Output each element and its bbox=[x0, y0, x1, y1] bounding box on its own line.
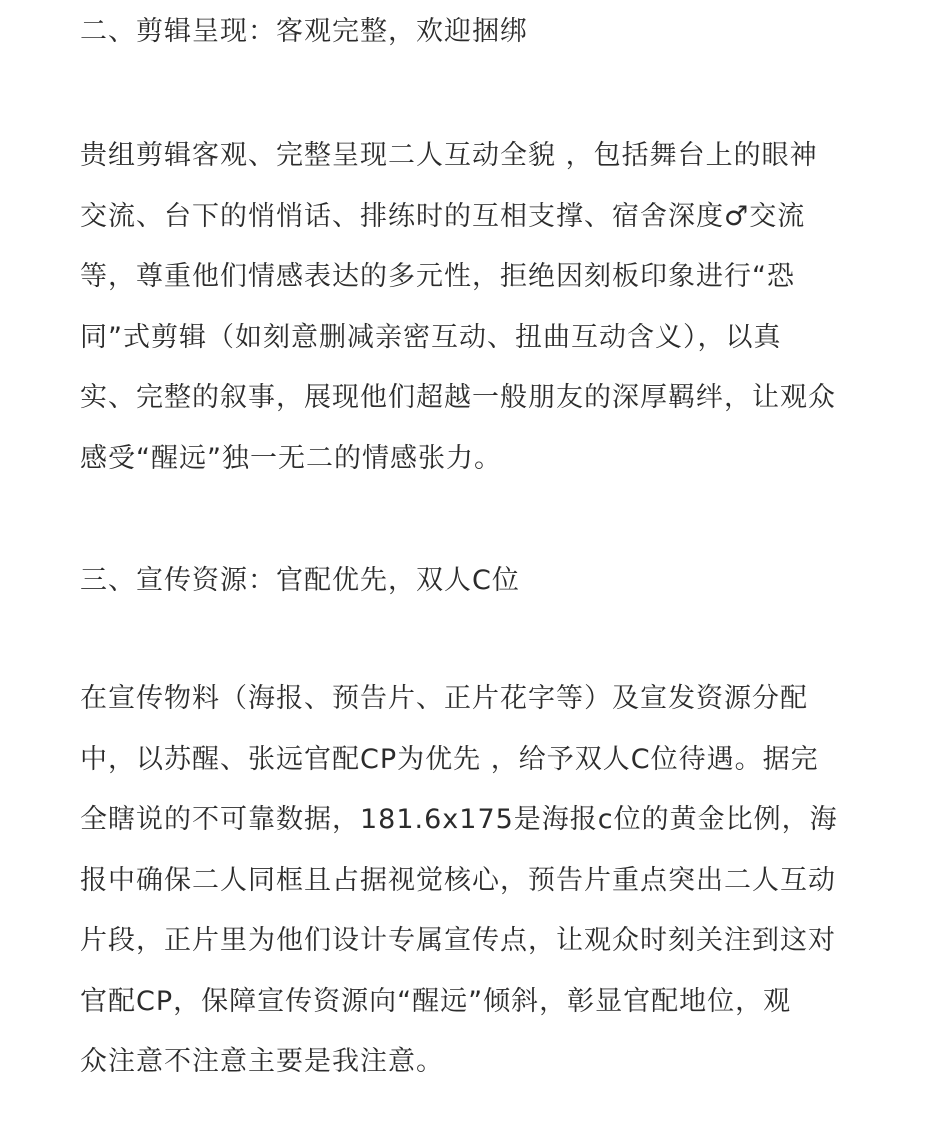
paragraph-line: 报中确保二人同框且占据视觉核心，预告片重点突出二人互动 bbox=[80, 864, 836, 896]
paragraph-line: 众注意不注意主要是我注意。 bbox=[80, 1046, 444, 1077]
paragraph-line: 贵组剪辑客观、完整呈现二人互动全貌 ，包括舞台上的眼神 bbox=[80, 140, 818, 171]
paragraph-line: 交流、台下的悄悄话、排练时的互相支撑、宿舍深度♂交流 bbox=[80, 200, 806, 232]
spacer bbox=[80, 62, 868, 126]
spacer bbox=[80, 611, 868, 669]
paragraph-line: 全瞎说的不可靠数据，181.6x175是海报c位的黄金比例，海 bbox=[80, 804, 838, 835]
paragraph-line: 实、完整的叙事，展现他们超越一般朋友的深厚羁绊，让观众 bbox=[80, 382, 836, 413]
paragraph-line: 同”式剪辑（如刻意删减亲密互动、扭曲互动含义），以真 bbox=[80, 321, 782, 353]
paragraph-line: 中，以苏醒、张远官配CP为优先 ，给予双人C位待遇。据完 bbox=[80, 743, 819, 775]
paragraph-line: 等，尊重他们情感表达的多元性，拒绝因刻板印象进行“恐 bbox=[80, 261, 795, 292]
section-heading-editing: 二、剪辑呈现：客观完整，欢迎捆绑 bbox=[80, 16, 528, 47]
section-heading-promotion: 三、宣传资源：官配优先，双人C位 bbox=[80, 565, 520, 596]
spacer bbox=[80, 489, 868, 551]
paragraph-line: 感受“醒远”独一无二的情感张力。 bbox=[80, 442, 502, 474]
paragraph-promotion bbox=[80, 669, 868, 1093]
paragraph-line: 在宣传物料（海报、预告片、正片花字等）及宣发资源分配 bbox=[80, 683, 808, 714]
paragraph-line: 片段，正片里为他们设计专属宣传点，让观众时刻关注到这对 bbox=[80, 925, 836, 956]
paragraph-editing bbox=[80, 126, 868, 489]
paragraph-line: 官配CP，保障宣传资源向“醒远”倾斜，彰显官配地位，观 bbox=[80, 985, 792, 1017]
